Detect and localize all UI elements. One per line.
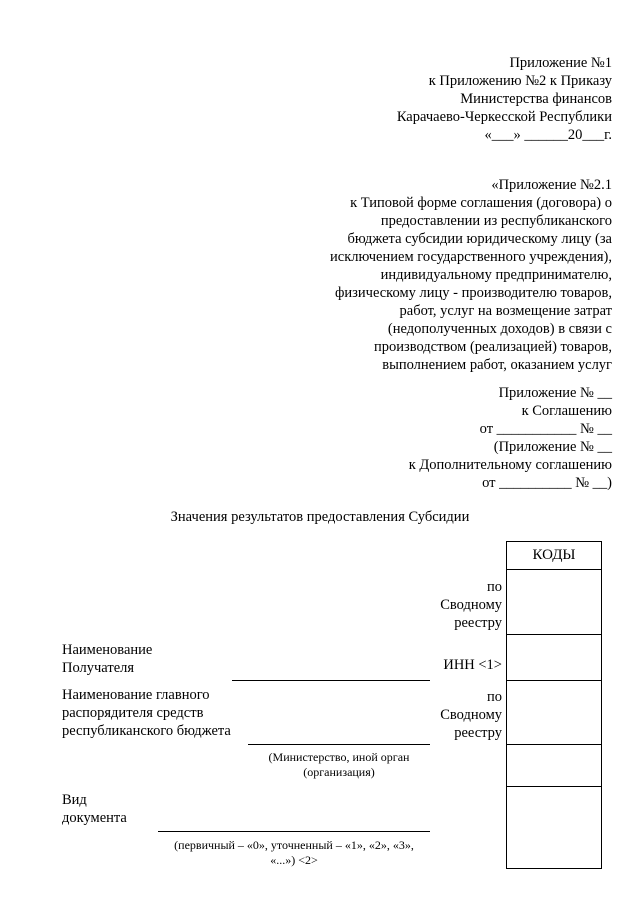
codes-header: КОДЫ: [507, 542, 601, 570]
appendix-block: [330, 176, 612, 374]
appendix-line: (недополученных доходов) в связи с: [387, 321, 612, 337]
code-cell-doc-type[interactable]: [507, 787, 601, 868]
registry-label-line: по: [486, 579, 502, 595]
doc-type-note-line: «...») <2>: [270, 853, 318, 867]
header-line: «___» ______20___г.: [484, 127, 612, 143]
agreement-line: Приложение № __: [498, 385, 612, 401]
manager-label-line: Наименование главного: [62, 687, 210, 703]
registry-label-line: Сводному: [440, 707, 502, 723]
agreement-line: (Приложение № __: [493, 439, 612, 455]
manager-label: [62, 686, 231, 740]
recipient-label-line: Получателя: [62, 660, 135, 676]
appendix-line: «Приложение №2.1: [491, 177, 612, 193]
agreement-line: от __________ № __): [482, 475, 612, 491]
appendix-line: работ, услуг на возмещение затрат: [399, 303, 612, 319]
page-title: Значения результатов предоставления Субсидии: [170, 509, 470, 525]
registry-label-line: реестру: [454, 615, 502, 631]
manager-field[interactable]: [248, 744, 430, 745]
codes-table: [506, 541, 602, 869]
appendix-line: физическому лицу - производителю товаров,: [335, 285, 612, 301]
header-line: Министерства финансов: [460, 91, 612, 107]
doc-type-label-line: Вид: [62, 792, 87, 808]
agreement-line: от ___________ № __: [479, 421, 612, 437]
doc-type-note-line: (первичный – «0», уточненный – «1», «2», «3»,: [174, 838, 414, 852]
agreement-line: к Соглашению: [521, 403, 612, 419]
appendix-line: производством (реализацией) товаров,: [373, 339, 612, 355]
registry-label-line: реестру: [454, 725, 502, 741]
code-cell-inn[interactable]: [507, 635, 601, 681]
registry-label-line: по: [486, 689, 502, 705]
appendix-line: к Типовой форме соглашения (договора) о: [350, 195, 612, 211]
registry-label-1: [440, 578, 502, 632]
appendix-line: исключением государственного учреждения),: [330, 249, 612, 265]
manager-label-line: республиканского бюджета: [62, 723, 231, 739]
code-cell-registry-1[interactable]: [507, 570, 601, 635]
agreement-line: к Дополнительному соглашению: [408, 457, 612, 473]
doc-type-field[interactable]: [158, 831, 430, 832]
inn-label: ИНН <1>: [443, 657, 502, 673]
registry-label-2: [440, 688, 502, 742]
code-cell-manager-org[interactable]: [507, 745, 601, 787]
manager-note: [248, 750, 430, 780]
doc-type-note: [150, 838, 438, 868]
code-cell-registry-2[interactable]: [507, 681, 601, 745]
manager-note-line: (организация): [303, 765, 375, 779]
doc-type-label: [62, 791, 127, 827]
recipient-label-line: Наименование: [62, 642, 153, 658]
header-line: Карачаево-Черкесской Республики: [396, 109, 612, 125]
header-line: к Приложению №2 к Приказу: [428, 73, 612, 89]
header-block: [397, 54, 612, 144]
recipient-label: [62, 641, 152, 677]
header-line: Приложение №1: [509, 55, 612, 71]
appendix-line: бюджета субсидии юридическому лицу (за: [347, 231, 612, 247]
manager-note-line: (Министерство, иной орган: [268, 750, 410, 764]
recipient-field[interactable]: [232, 680, 430, 681]
appendix-line: выполнением работ, оказанием услуг: [382, 357, 612, 373]
registry-label-line: Сводному: [440, 597, 502, 613]
manager-label-line: распорядителя средств: [62, 705, 204, 721]
doc-type-label-line: документа: [62, 810, 127, 826]
agreement-block: [409, 384, 612, 492]
appendix-line: индивидуальному предпринимателю,: [380, 267, 612, 283]
appendix-line: предоставлении из республиканского: [380, 213, 612, 229]
